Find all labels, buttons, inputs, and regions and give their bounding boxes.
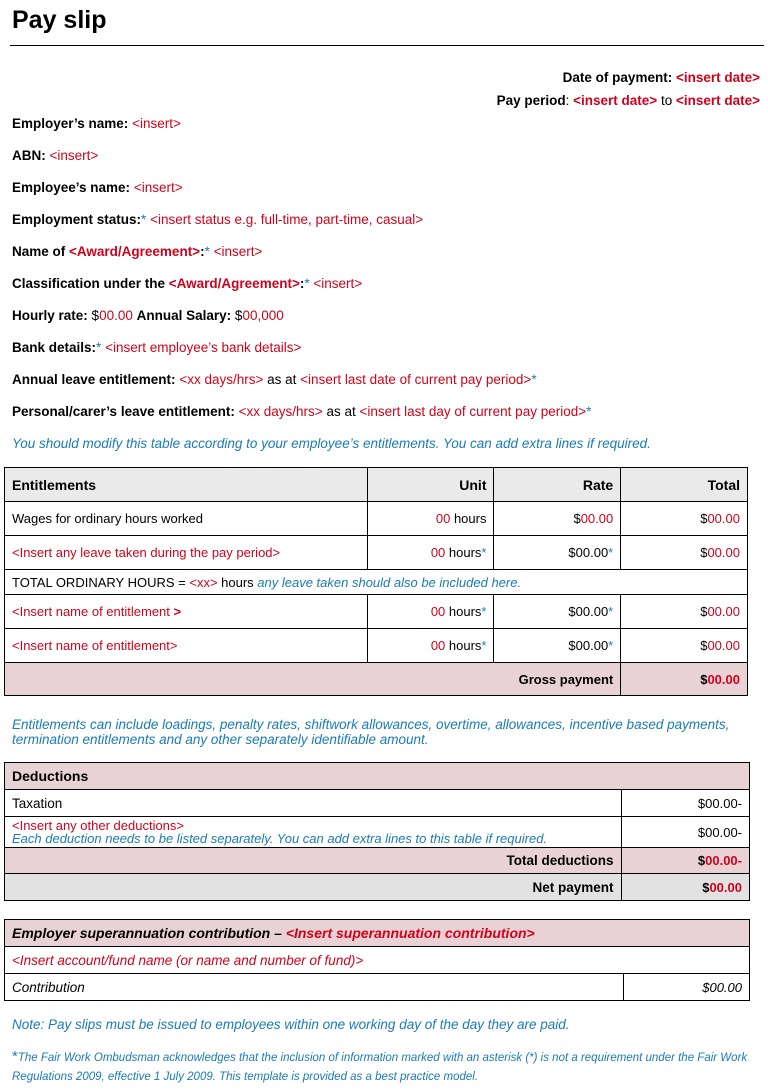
award-name-value: <insert> [213, 244, 263, 259]
currency: $ [697, 853, 706, 868]
other-deductions-value: $00.00- [621, 817, 750, 848]
asterisk: * [608, 638, 614, 653]
entitlement-2-unit [367, 629, 494, 663]
wages-unit [367, 502, 494, 536]
unit-word: hours [445, 545, 482, 560]
total-deductions-row [5, 848, 750, 874]
unit-number: 00 [435, 511, 451, 526]
entitlement-1-rate [494, 595, 621, 629]
wages-rate [494, 502, 621, 536]
page-title: Pay slip [12, 6, 107, 34]
currency: $ [700, 671, 708, 687]
rate-value: $00.00 [568, 545, 609, 560]
annual-leave-value: <xx days/hrs> [179, 372, 264, 387]
deductions-header-row [5, 763, 750, 790]
personal-leave-as-at: as at [326, 404, 356, 419]
pay-period-end: <insert date> [675, 93, 760, 108]
asterisk: * [141, 212, 147, 227]
unit-number: 00 [430, 638, 446, 653]
currency: $ [700, 638, 708, 653]
ordinary-note: any leave taken should also be included here. [257, 574, 522, 590]
asterisk: * [586, 404, 592, 419]
abn-label: ABN: [12, 148, 46, 163]
total-number: 00.00 [707, 638, 740, 653]
employer-name-label: Employer’s name: [12, 116, 129, 131]
table-row [5, 947, 750, 974]
unit-number: 00 [430, 545, 446, 560]
unit-number: 00 [430, 604, 446, 619]
total-ordinary-hours [5, 570, 748, 595]
personal-leave-label: Personal/carer’s leave entitlement: [12, 404, 235, 419]
colon: : [200, 244, 205, 259]
title-divider [10, 45, 764, 46]
issue-note: Note: Pay slips must be issued to employees within one working day of the day they are paid. [12, 1017, 570, 1032]
unit-word: hours [445, 604, 482, 619]
currency: $ [702, 879, 710, 895]
employee-name-field [12, 180, 183, 195]
net-payment-label: Net payment [5, 874, 622, 901]
asterisk: * [96, 340, 102, 355]
asterisk: * [608, 545, 614, 560]
employee-name-label: Employee’s name: [12, 180, 131, 195]
total-deductions-value [621, 848, 750, 874]
net-payment-value [621, 874, 750, 901]
total-deductions-number: 00.00- [705, 853, 742, 868]
table-row [5, 817, 750, 848]
leave-unit [367, 536, 494, 570]
currency: $ [700, 545, 708, 560]
deductions-table [4, 762, 750, 901]
asterisk: * [481, 638, 487, 653]
header-total: Total [621, 468, 748, 502]
rate-value: $00.00 [568, 638, 609, 653]
abn-value: <insert> [49, 148, 99, 163]
ordinary-prefix: TOTAL ORDINARY HOURS = [12, 574, 190, 590]
personal-leave-date: <insert last day of current pay period> [359, 404, 587, 419]
bank-details-value: <insert employee’s bank details> [105, 340, 302, 355]
table-row [5, 536, 748, 570]
classification-label: Classification under the [12, 276, 169, 291]
entitlement-2-total [621, 629, 748, 663]
footnote-asterisk: * [12, 1048, 18, 1065]
annual-leave-date: <insert last date of current pay period> [300, 372, 532, 387]
entitlement-name-2: <Insert name of entitlement> [5, 629, 368, 663]
unit-word: hours [450, 511, 487, 526]
table-row [5, 629, 748, 663]
asterisk: * [608, 604, 614, 619]
employment-status-field [12, 212, 423, 227]
annual-salary-label: Annual Salary: [136, 308, 232, 323]
taxation-value: $00.00- [621, 790, 750, 817]
date-of-payment-value: <insert date> [675, 70, 760, 85]
employee-name-value: <insert> [133, 180, 183, 195]
hourly-rate-value: 00.00 [99, 308, 133, 323]
superannuation-header-label: Employer superannuation contribution – [12, 925, 286, 941]
contribution-value: $00.00 [624, 974, 750, 1001]
currency: $ [700, 511, 708, 526]
annual-leave-as-at: as at [267, 372, 297, 387]
pay-period-to: to [657, 93, 676, 108]
annual-leave-field [12, 372, 537, 387]
table-row [5, 502, 748, 536]
pay-period-label: Pay period [496, 93, 566, 108]
entitlements-table [4, 467, 748, 696]
date-of-payment [563, 70, 760, 85]
annual-salary-currency: $ [234, 308, 243, 323]
abn-field [12, 148, 98, 163]
total-number: 00.00 [707, 604, 740, 619]
unit-word: hours [445, 638, 482, 653]
modify-table-note: You should modify this table according to your employee’s entitlements. You can add extra lines if required. [12, 436, 651, 451]
entitlement-name-1 [5, 595, 368, 629]
currency: $ [700, 604, 708, 619]
contribution-label: Contribution [5, 974, 624, 1001]
total-ordinary-hours-row [5, 570, 748, 595]
other-deductions-cell [5, 817, 622, 848]
other-deductions-label: <Insert any other deductions> [12, 818, 185, 833]
annual-leave-label: Annual leave entitlement: [12, 372, 176, 387]
employment-status-label: Employment status: [12, 212, 142, 227]
total-deductions-label: Total deductions [5, 848, 622, 874]
employer-name-field [12, 116, 181, 131]
gross-payment-label: Gross payment [5, 663, 621, 696]
entitlement-2-rate [494, 629, 621, 663]
table-row [5, 790, 750, 817]
entitlements-header-row [5, 468, 748, 502]
classification-field [12, 276, 362, 291]
annual-salary-value: 00,000 [242, 308, 284, 323]
leave-rate [494, 536, 621, 570]
personal-leave-field [12, 404, 591, 419]
hourly-rate-label: Hourly rate: [12, 308, 88, 323]
superannuation-header [5, 920, 750, 947]
ordinary-suffix: hours [217, 574, 258, 590]
award-name-label: Name of [12, 244, 70, 259]
rate-number: 00.00 [580, 511, 614, 526]
employer-name-value: <insert> [132, 116, 181, 131]
footnote [12, 1047, 762, 1087]
superannuation-account: <Insert account/fund name (or name and number of fund)> [5, 947, 750, 974]
header-rate: Rate [494, 468, 621, 502]
net-payment-number: 00.00 [709, 879, 742, 895]
gross-payment-row [5, 663, 748, 696]
employment-status-value: <insert status e.g. full-time, part-time, casual> [150, 212, 424, 227]
superannuation-header-row [5, 920, 750, 947]
entitlement-1-total [621, 595, 748, 629]
entitlement-name-bracket: > [173, 604, 182, 619]
award-ref: <Award/Agreement> [69, 244, 201, 259]
entitlements-info-note: Entitlements can include loadings, penalty rates, shiftwork allowances, overtime, allowances, incentive based payments, termination entitlements and any other separately identifiable amount. [12, 717, 730, 747]
total-number: 00.00 [707, 511, 740, 526]
header-entitlements: Entitlements [5, 468, 368, 502]
leave-taken-label: <Insert any leave taken during the pay period> [5, 536, 368, 570]
table-row [5, 974, 750, 1001]
pay-period [497, 93, 760, 108]
footnote-text: The Fair Work Ombudsman acknowledges that the inclusion of information marked with an asterisk (*) is not a requirement under the Fair Work Regulations 2009, effective 1 July 2009. This template is provided as a best practice model. [12, 1052, 748, 1083]
entitlement-1-unit [367, 595, 494, 629]
superannuation-table [4, 919, 750, 1001]
asterisk: * [304, 276, 310, 291]
award-name-field [12, 244, 262, 259]
currency: $ [573, 511, 581, 526]
taxation-label: Taxation [5, 790, 622, 817]
classification-value: <insert> [313, 276, 363, 291]
hourly-rate-currency: $ [91, 308, 100, 323]
asterisk: * [481, 604, 487, 619]
asterisk: * [204, 244, 210, 259]
leave-total [621, 536, 748, 570]
deductions-header: Deductions [5, 763, 750, 790]
rate-value: $00.00 [568, 604, 609, 619]
entitlement-name-text: <Insert name of entitlement [12, 604, 174, 619]
colon: : [299, 276, 305, 291]
total-number: 00.00 [707, 545, 740, 560]
other-deductions-note: Each deduction needs to be listed separately. You can add extra lines to this table if required. [12, 831, 548, 846]
date-of-payment-label: Date of payment: [562, 70, 676, 85]
classification-ref: <Award/Agreement> [168, 276, 300, 291]
pay-period-colon: : [565, 93, 574, 108]
pay-period-start: <insert date> [573, 93, 658, 108]
gross-number: 00.00 [707, 671, 740, 687]
wages-label: Wages for ordinary hours worked [5, 502, 368, 536]
bank-details-field [12, 340, 301, 355]
bank-details-label: Bank details: [12, 340, 97, 355]
superannuation-header-value: <Insert superannuation contribution> [285, 925, 535, 941]
table-row [5, 595, 748, 629]
asterisk: * [531, 372, 537, 387]
ordinary-xx: <xx> [189, 574, 218, 590]
rate-salary-field [12, 308, 284, 323]
gross-payment-value [621, 663, 748, 696]
net-payment-row [5, 874, 750, 901]
wages-total [621, 502, 748, 536]
asterisk: * [481, 545, 487, 560]
personal-leave-value: <xx days/hrs> [238, 404, 323, 419]
header-unit: Unit [367, 468, 494, 502]
